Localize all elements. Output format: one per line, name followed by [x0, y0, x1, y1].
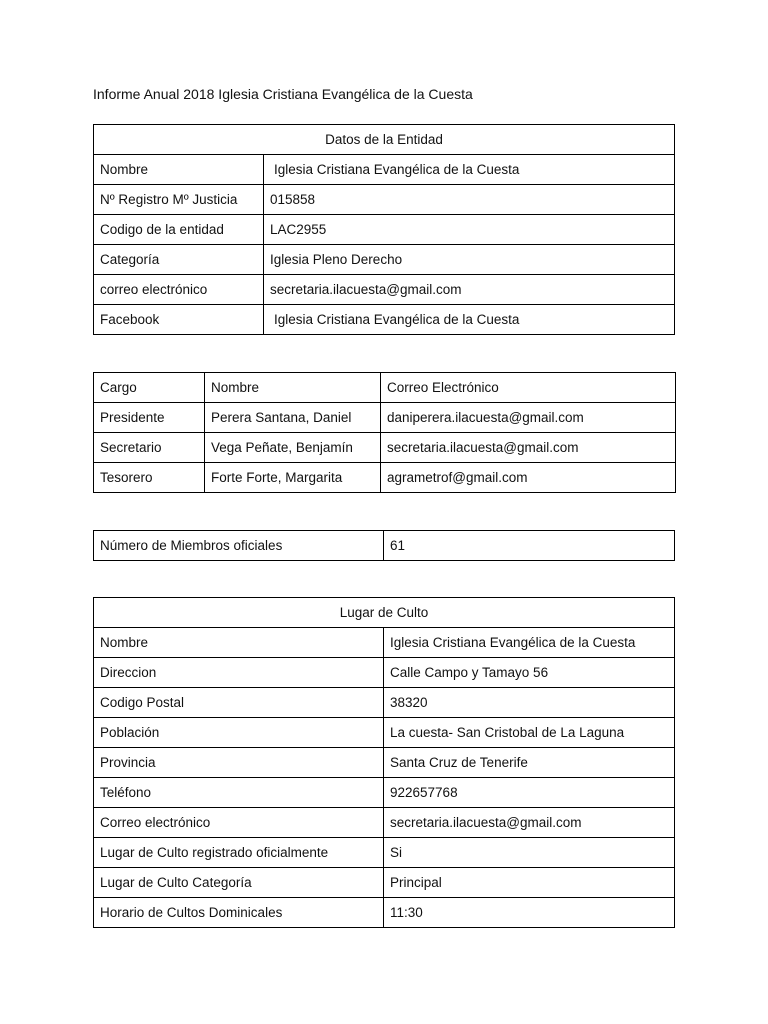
column-header-cargo: Cargo: [94, 373, 205, 403]
field-value: 922657768: [384, 778, 675, 808]
entity-data-table: [93, 124, 675, 335]
table-header-row: [94, 125, 675, 155]
field-label: Nombre: [94, 628, 384, 658]
members-count: 61: [384, 531, 675, 561]
table-row: [94, 155, 675, 185]
field-value: Si: [384, 838, 675, 868]
table-row: [94, 403, 676, 433]
officer-name: Perera Santana, Daniel: [205, 403, 381, 433]
field-value: 015858: [264, 185, 675, 215]
field-value: Iglesia Cristiana Evangélica de la Cuesta: [264, 305, 675, 335]
table-row: [94, 838, 675, 868]
field-value: 38320: [384, 688, 675, 718]
table-row: [94, 748, 675, 778]
column-header-nombre: Nombre: [205, 373, 381, 403]
officers-table: [93, 372, 676, 493]
table-row: [94, 868, 675, 898]
field-value: LAC2955: [264, 215, 675, 245]
entity-table-title: Datos de la Entidad: [94, 125, 675, 155]
table-row: [94, 433, 676, 463]
field-label: correo electrónico: [94, 275, 264, 305]
field-label: Lugar de Culto Categoría: [94, 868, 384, 898]
field-label: Lugar de Culto registrado oficialmente: [94, 838, 384, 868]
officer-name: Forte Forte, Margarita: [205, 463, 381, 493]
table-row: [94, 463, 676, 493]
table-row: [94, 215, 675, 245]
table-row: [94, 718, 675, 748]
table-row: [94, 808, 675, 838]
field-label: Horario de Cultos Dominicales: [94, 898, 384, 928]
members-label: Número de Miembros oficiales: [94, 531, 384, 561]
field-value: secretaria.ilacuesta@gmail.com: [264, 275, 675, 305]
worship-table-title: Lugar de Culto: [94, 598, 675, 628]
table-header-row: [94, 598, 675, 628]
field-value: 11:30: [384, 898, 675, 928]
field-value: Iglesia Pleno Derecho: [264, 245, 675, 275]
column-header-correo: Correo Electrónico: [381, 373, 676, 403]
officer-email: agrametrof@gmail.com: [381, 463, 676, 493]
field-value: La cuesta- San Cristobal de La Laguna: [384, 718, 675, 748]
table-row: [94, 628, 675, 658]
field-value: Calle Campo y Tamayo 56: [384, 658, 675, 688]
field-value: Iglesia Cristiana Evangélica de la Cuesta: [264, 155, 675, 185]
table-row: [94, 275, 675, 305]
table-row: [94, 245, 675, 275]
table-row: [94, 531, 675, 561]
field-value: Principal: [384, 868, 675, 898]
worship-place-table: [93, 597, 675, 928]
table-row: [94, 658, 675, 688]
field-label: Correo electrónico: [94, 808, 384, 838]
table-row: [94, 305, 675, 335]
field-label: Provincia: [94, 748, 384, 778]
table-row: [94, 778, 675, 808]
field-label: Facebook: [94, 305, 264, 335]
field-label: Codigo de la entidad: [94, 215, 264, 245]
officer-role: Presidente: [94, 403, 205, 433]
officer-role: Tesorero: [94, 463, 205, 493]
members-table: [93, 530, 675, 561]
table-row: [94, 898, 675, 928]
table-row: [94, 185, 675, 215]
field-label: Nombre: [94, 155, 264, 185]
field-value: Iglesia Cristiana Evangélica de la Cuesta: [384, 628, 675, 658]
officer-name: Vega Peñate, Benjamín: [205, 433, 381, 463]
table-header-row: [94, 373, 676, 403]
field-value: secretaria.ilacuesta@gmail.com: [384, 808, 675, 838]
officer-role: Secretario: [94, 433, 205, 463]
field-label: Direccion: [94, 658, 384, 688]
document-title: Informe Anual 2018 Iglesia Cristiana Evangélica de la Cuesta: [93, 86, 473, 102]
field-value: Santa Cruz de Tenerife: [384, 748, 675, 778]
field-label: Población: [94, 718, 384, 748]
field-label: Codigo Postal: [94, 688, 384, 718]
field-label: Nº Registro Mº Justicia: [94, 185, 264, 215]
officer-email: secretaria.ilacuesta@gmail.com: [381, 433, 676, 463]
field-label: Categoría: [94, 245, 264, 275]
table-row: [94, 688, 675, 718]
field-label: Teléfono: [94, 778, 384, 808]
officer-email: daniperera.ilacuesta@gmail.com: [381, 403, 676, 433]
